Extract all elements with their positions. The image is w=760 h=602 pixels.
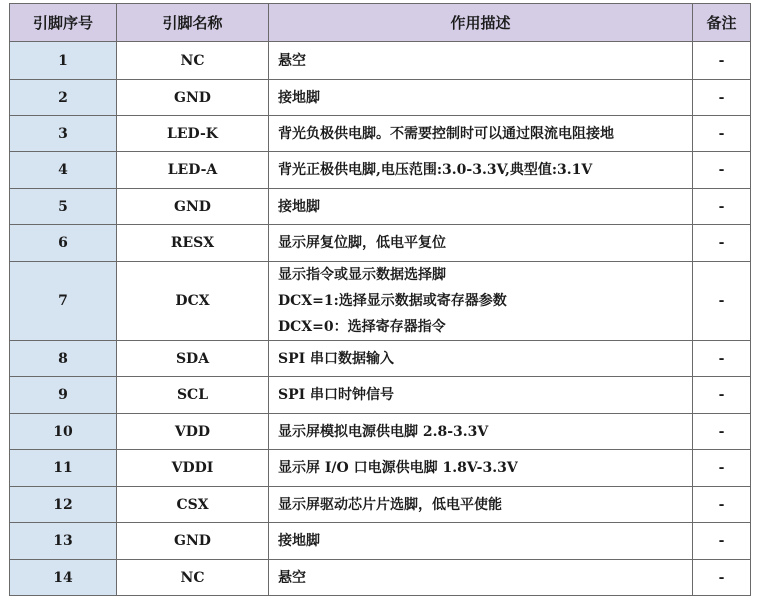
pin-definition-table xyxy=(9,3,751,596)
remarks-cell: - xyxy=(693,80,751,116)
description-line: DCX=1:选择显示数据或寄存器参数 xyxy=(278,293,507,309)
remarks-cell: - xyxy=(693,414,751,450)
pin-description-cell xyxy=(269,225,693,262)
pin-description-cell xyxy=(269,487,693,523)
pin-description-cell xyxy=(269,189,693,225)
pin-name-cell: GND xyxy=(117,189,269,225)
header-row xyxy=(10,4,751,42)
pin-description-cell xyxy=(269,42,693,80)
table-row xyxy=(10,189,751,225)
pin-description-cell xyxy=(269,523,693,560)
remarks-cell: - xyxy=(693,262,751,341)
description-line: SPI 串口时钟信号 xyxy=(278,387,395,403)
description-line: 背光正极供电脚,电压范围:3.0-3.3V,典型值:3.1V xyxy=(278,162,593,178)
pin-number-cell: 1 xyxy=(10,42,117,80)
pin-description-cell xyxy=(269,560,693,596)
description-line: 接地脚 xyxy=(278,533,320,549)
pin-number-cell: 10 xyxy=(10,414,117,450)
remarks-cell: - xyxy=(693,116,751,152)
description-line: 悬空 xyxy=(278,569,306,586)
pin-name-cell: SCL xyxy=(117,377,269,414)
pin-number-cell: 5 xyxy=(10,189,117,225)
description-line: 显示屏驱动芯片片选脚，低电平使能 xyxy=(278,496,502,513)
remarks-cell: - xyxy=(693,189,751,225)
remarks-cell: - xyxy=(693,487,751,523)
description-line: DCX=0：选择寄存器指令 xyxy=(278,319,446,335)
table-row xyxy=(10,152,751,189)
pin-name-cell: NC xyxy=(117,42,269,80)
pin-description-cell xyxy=(269,377,693,414)
description-line: 显示指令或显示数据选择脚 xyxy=(278,267,446,283)
pin-number-cell: 6 xyxy=(10,225,117,262)
pin-description-cell xyxy=(269,116,693,152)
pin-description-cell xyxy=(269,152,693,189)
table-row xyxy=(10,116,751,152)
description-line: 显示屏模拟电源供电脚 2.8-3.3V xyxy=(278,423,489,440)
remarks-cell: - xyxy=(693,523,751,560)
pin-number-cell: 4 xyxy=(10,152,117,189)
pin-name-cell: DCX xyxy=(117,262,269,341)
pin-number-cell: 8 xyxy=(10,341,117,377)
remarks-cell: - xyxy=(693,560,751,596)
pin-number-cell: 14 xyxy=(10,560,117,596)
header-description: 作用描述 xyxy=(269,4,693,42)
pin-name-cell: CSX xyxy=(117,487,269,523)
pin-number-cell: 9 xyxy=(10,377,117,414)
table-row xyxy=(10,42,751,80)
pin-description-cell xyxy=(269,80,693,116)
pin-name-cell: VDD xyxy=(117,414,269,450)
pin-description-cell xyxy=(269,450,693,487)
table-row xyxy=(10,487,751,523)
remarks-cell: - xyxy=(693,450,751,487)
table-row xyxy=(10,225,751,262)
pin-name-cell: GND xyxy=(117,523,269,560)
pin-rows xyxy=(10,42,751,596)
pin-number-cell: 7 xyxy=(10,262,117,341)
remarks-cell: - xyxy=(693,152,751,189)
pin-number-cell: 3 xyxy=(10,116,117,152)
pin-name-cell: SDA xyxy=(117,341,269,377)
description-line: 显示屏复位脚，低电平复位 xyxy=(278,235,446,251)
pin-name-cell: LED-A xyxy=(117,152,269,189)
table-row xyxy=(10,523,751,560)
pin-description-cell xyxy=(269,341,693,377)
table-row xyxy=(10,262,751,341)
description-line: 接地脚 xyxy=(278,198,320,215)
pin-number-cell: 12 xyxy=(10,487,117,523)
remarks-cell: - xyxy=(693,42,751,80)
pin-number-cell: 11 xyxy=(10,450,117,487)
pin-number-cell: 2 xyxy=(10,80,117,116)
header-pin-name: 引脚名称 xyxy=(117,4,269,42)
description-line: 接地脚 xyxy=(278,89,320,106)
table-row xyxy=(10,377,751,414)
table-row xyxy=(10,560,751,596)
table-row xyxy=(10,80,751,116)
table-row xyxy=(10,450,751,487)
table-row xyxy=(10,414,751,450)
remarks-cell: - xyxy=(693,225,751,262)
header-pin-number: 引脚序号 xyxy=(10,4,117,42)
remarks-cell: - xyxy=(693,377,751,414)
remarks-cell: - xyxy=(693,341,751,377)
pin-name-cell: GND xyxy=(117,80,269,116)
pin-number-cell: 13 xyxy=(10,523,117,560)
pin-name-cell: NC xyxy=(117,560,269,596)
description-line: 显示屏 I/O 口电源供电脚 1.8V-3.3V xyxy=(278,460,518,476)
header-remarks: 备注 xyxy=(693,4,751,42)
pin-name-cell: RESX xyxy=(117,225,269,262)
pin-name-cell: LED-K xyxy=(117,116,269,152)
table-row xyxy=(10,341,751,377)
pin-description-cell xyxy=(269,262,693,341)
description-line: SPI 串口数据输入 xyxy=(278,350,395,367)
description-line: 悬空 xyxy=(278,52,306,69)
description-line: 背光负极供电脚。不需要控制时可以通过限流电阻接地 xyxy=(278,125,614,142)
pin-description-cell xyxy=(269,414,693,450)
pin-name-cell: VDDI xyxy=(117,450,269,487)
